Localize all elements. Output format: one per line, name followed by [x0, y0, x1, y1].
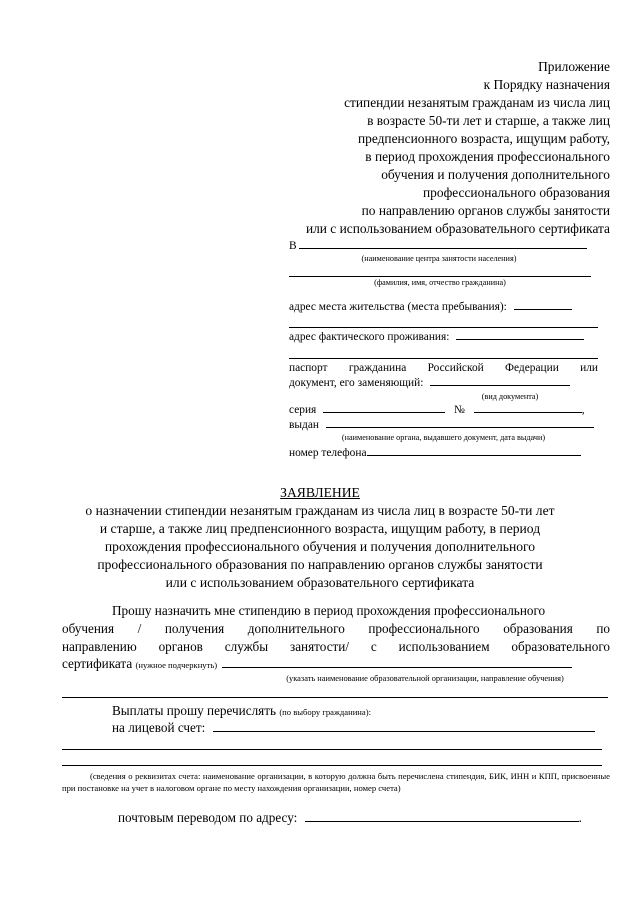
postal-address-field[interactable] — [305, 821, 579, 822]
number-field[interactable] — [474, 412, 582, 413]
statement-subtitle-line: о назначении стипендии незанятым гражданам из числа лиц в возрасте 50-ти лет — [85, 503, 555, 518]
phone-row — [289, 447, 581, 459]
residence-field-2[interactable] — [289, 327, 598, 328]
payments-note: (по выбору гражданина): — [279, 707, 371, 717]
series-field[interactable] — [323, 412, 445, 413]
phone-label: номер телефона — [289, 447, 367, 459]
statement-subtitle-line: профессионального образования по направлению органов службы занятости — [97, 557, 543, 572]
request-line-3: направлению органов службы занятости/ с использованием образовательного — [62, 639, 610, 654]
phone-field[interactable] — [367, 455, 581, 456]
issued-field[interactable] — [326, 427, 594, 428]
appendix-line: в возрасте 50-ти лет и старше, а также лиц — [367, 113, 610, 128]
issuer-caption: (наименование органа, выдавшего документ, дата выдачи) — [341, 433, 546, 442]
statement-title — [0, 484, 640, 502]
request-line-4 — [62, 656, 572, 674]
appendix-line: стипендии незанятым гражданам из числа лиц — [344, 95, 610, 110]
appendix-header — [306, 58, 610, 238]
account-label: на лицевой счет: — [112, 720, 206, 735]
request-line-2: обучения / получения дополнительного профессионального образования по — [62, 621, 610, 636]
postal-label: почтовым переводом по адресу: — [118, 810, 298, 825]
appendix-line: профессионального образования — [423, 185, 610, 200]
account-field-2[interactable] — [62, 749, 602, 750]
actual-address-field[interactable] — [456, 339, 584, 340]
passport-line-2: документ, его заменяющий: — [289, 377, 424, 389]
passport-row-2 — [289, 377, 570, 389]
payments-row — [112, 703, 371, 721]
series-row: серия № , — [289, 404, 585, 416]
request-line-1: Прошу назначить мне стипендию в период прохождения профессионального — [112, 603, 546, 618]
appendix-line: к Порядку назначения — [483, 77, 610, 92]
center-caption: (наименование центра занятости населения) — [361, 254, 517, 263]
account-row — [112, 720, 595, 737]
account-caption: (сведения о реквизитах счета: наименование организации, в которую должна быть перечислена стипендия, БИК, ИНН и КПП, присвоенные при постановке на учет в налоговом органе по месту нахождения организации, номер счета) — [62, 771, 610, 793]
doc-type-caption: (вид документа) — [481, 392, 539, 401]
underline-note: (нужное подчеркнуть) — [135, 660, 218, 670]
organization-caption: (указать наименование образовательной организации, направление обучения) — [286, 674, 564, 683]
appendix-line: обучения и получения дополнительного — [381, 167, 610, 182]
appendix-line: в период прохождения профессионального — [365, 149, 610, 164]
statement-subtitle-line: прохождения профессионального обучения и получения дополнительного — [104, 539, 536, 554]
document-type-field[interactable] — [430, 385, 570, 386]
statement-subtitle-line: или с использованием образовательного сертификата — [165, 575, 475, 590]
payments-text: Выплаты прошу перечислять — [112, 703, 277, 718]
to-label: В — [289, 240, 297, 252]
issued-label: выдан — [289, 419, 319, 431]
request-line-4-text: сертификата — [62, 656, 133, 671]
actual-address-row — [289, 331, 584, 343]
number-label: № — [454, 404, 465, 416]
appendix-line: предпенсионного возраста, ищущим работу, — [357, 131, 610, 146]
postal-row: почтовым переводом по адресу: . — [118, 810, 582, 825]
appendix-line: по направлению органов службы занятости — [361, 203, 610, 218]
actual-address-field-2[interactable] — [289, 358, 598, 359]
fio-field[interactable] — [289, 276, 591, 277]
passport-line-1: паспорт гражданина Российской Федерации или — [289, 362, 598, 374]
statement-title-text: ЗАЯВЛЕНИЕ — [280, 485, 360, 500]
actual-address-label: адрес фактического проживания: — [289, 331, 450, 343]
issued-row — [289, 419, 594, 431]
appendix-line: или с использованием образовательного сертификата — [305, 221, 610, 236]
account-field[interactable] — [213, 731, 595, 732]
residence-row — [289, 301, 572, 313]
series-label: серия — [289, 404, 317, 416]
fio-caption: (фамилия, имя, отчество гражданина) — [374, 278, 506, 287]
appendix-line: Приложение — [538, 59, 610, 74]
organization-field[interactable] — [222, 667, 572, 668]
to-row — [289, 240, 587, 252]
statement-subtitle-line: и старше, а также лиц предпенсионного возраста, ищущим работу, в период — [99, 521, 541, 536]
organization-field-2[interactable] — [62, 697, 608, 698]
center-name-field[interactable] — [299, 248, 587, 249]
residence-field[interactable] — [514, 309, 572, 310]
residence-label: адрес места жительства (места пребывания): — [289, 301, 507, 313]
account-field-3[interactable] — [62, 765, 602, 766]
